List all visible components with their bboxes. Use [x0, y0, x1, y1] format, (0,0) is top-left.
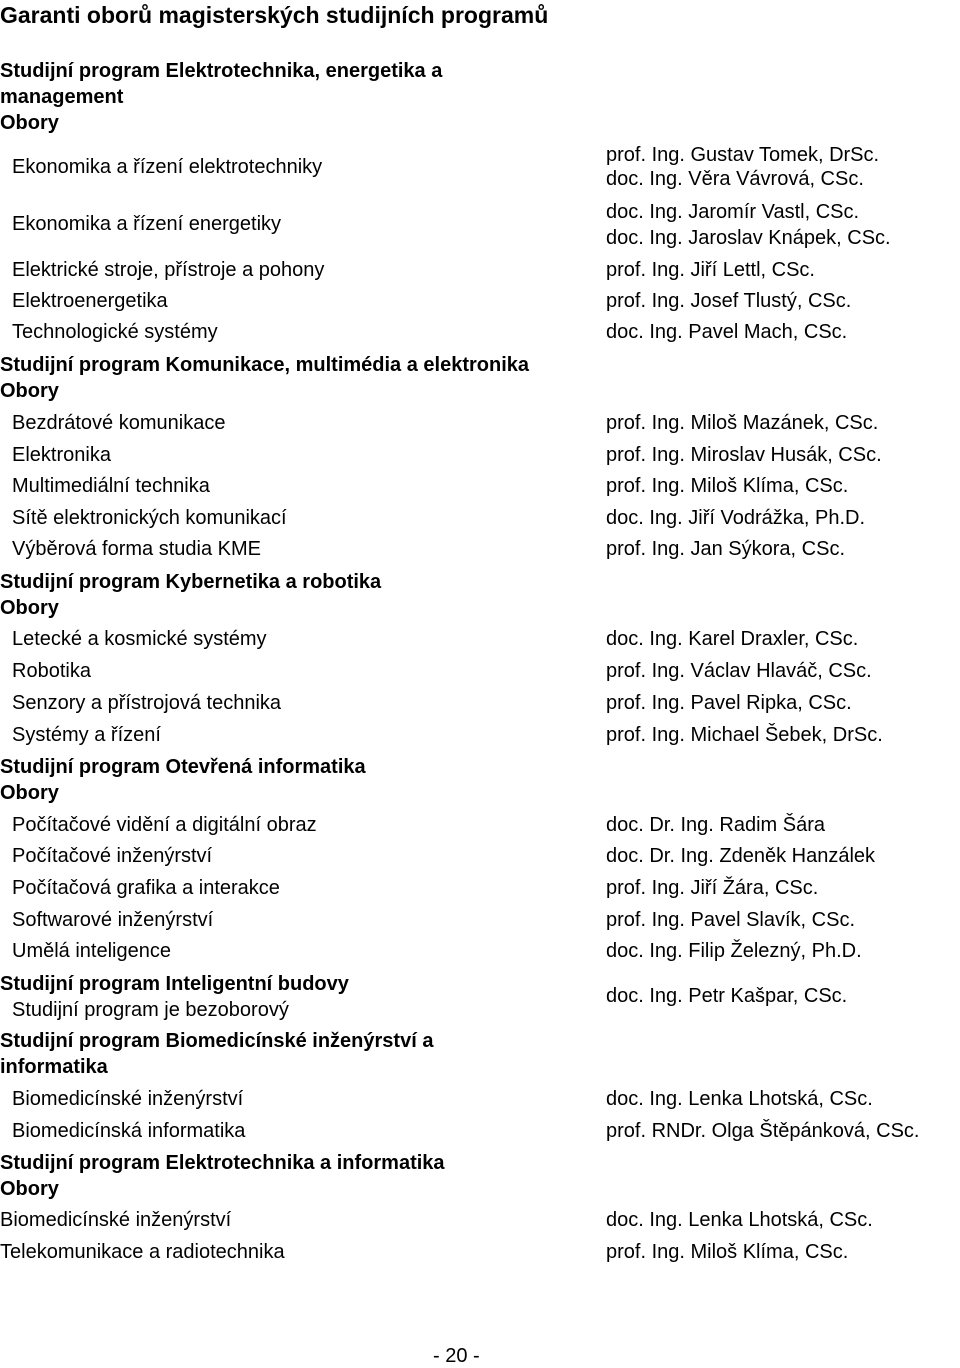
field-garant: doc. Ing. Jaromír Vastl, CSc. [606, 201, 860, 223]
field-garant: prof. Ing. Josef Tlustý, CSc. [606, 290, 852, 312]
field-garant: prof. Ing. Michael Šebek, DrSc. [606, 724, 883, 746]
field-name: Výběrová forma studia KME [12, 538, 261, 560]
field-garant: doc. Ing. Pavel Mach, CSc. [606, 321, 848, 343]
field-garant: doc. Ing. Lenka Lhotská, CSc. [606, 1088, 873, 1110]
field-name: Softwarové inženýrství [12, 909, 214, 931]
field-name: Biomedicínské inženýrství [12, 1088, 244, 1110]
field-garant: prof. Ing. Václav Hlaváč, CSc. [606, 660, 872, 682]
field-name: Systémy a řízení [12, 724, 161, 746]
obory-label: Obory [0, 1178, 59, 1200]
field-garant: prof. Ing. Pavel Slavík, CSc. [606, 909, 855, 931]
obory-label: Obory [0, 112, 59, 134]
field-name: Biomedicínská informatika [12, 1120, 246, 1142]
field-name: Elektronika [12, 444, 111, 466]
field-garant: doc. Dr. Ing. Zdeněk Hanzálek [606, 845, 876, 867]
field-name: Elektroenergetika [12, 290, 168, 312]
field-garant: prof. Ing. Miroslav Husák, CSc. [606, 444, 882, 466]
field-garant: prof. Ing. Gustav Tomek, DrSc. [606, 144, 880, 166]
field-garant: doc. Ing. Lenka Lhotská, CSc. [606, 1209, 873, 1231]
program-heading: Studijní program Elektrotechnika, energetika a [0, 60, 443, 82]
program-heading-cont: management [0, 86, 124, 108]
field-garant: prof. Ing. Jan Sýkora, CSc. [606, 538, 845, 560]
field-name: Ekonomika a řízení elektrotechniky [12, 156, 323, 178]
obory-label: Obory [0, 597, 59, 619]
field-garant: doc. Dr. Ing. Radim Šára [606, 814, 825, 836]
program-heading: Studijní program Kybernetika a robotika [0, 571, 382, 593]
field-name: Biomedicínské inženýrství [0, 1209, 232, 1231]
field-garant: doc. Ing. Věra Vávrová, CSc. [606, 168, 864, 190]
field-name: Ekonomika a řízení energetiky [12, 213, 282, 235]
field-name: Letecké a kosmické systémy [12, 628, 267, 650]
field-name: Sítě elektronických komunikací [12, 507, 287, 529]
field-name: Elektrické stroje, přístroje a pohony [12, 259, 325, 281]
field-garant: prof. Ing. Miloš Klíma, CSc. [606, 1241, 849, 1263]
field-garant: prof. Ing. Pavel Ripka, CSc. [606, 692, 852, 714]
page-title: Garanti oborů magisterských studijních programů [0, 2, 549, 28]
field-garant: prof. Ing. Miloš Klíma, CSc. [606, 475, 849, 497]
field-name: Technologické systémy [12, 321, 218, 343]
field-name: Telekomunikace a radiotechnika [0, 1241, 285, 1263]
program-heading: Studijní program Otevřená informatika [0, 756, 366, 778]
field-name: Počítačové inženýrství [12, 845, 213, 867]
program-note: Studijní program je bezoborový [12, 999, 289, 1021]
program-heading: Studijní program Inteligentní budovy [0, 973, 349, 995]
field-name: Počítačová grafika a interakce [12, 877, 280, 899]
program-garant: doc. Ing. Petr Kašpar, CSc. [606, 985, 848, 1007]
field-garant: prof. Ing. Miloš Mazánek, CSc. [606, 412, 879, 434]
program-heading: Studijní program Biomedicínské inženýrství a [0, 1030, 434, 1052]
field-garant: doc. Ing. Jaroslav Knápek, CSc. [606, 227, 891, 249]
field-name: Multimediální technika [12, 475, 210, 497]
field-name: Počítačové vidění a digitální obraz [12, 814, 317, 836]
field-name: Senzory a přístrojová technika [12, 692, 282, 714]
obory-label: Obory [0, 380, 59, 402]
program-heading: Studijní program Komunikace, multimédia a elektronika [0, 354, 530, 376]
field-name: Bezdrátové komunikace [12, 412, 226, 434]
field-name: Robotika [12, 660, 91, 682]
field-garant: prof. Ing. Jiří Žára, CSc. [606, 877, 819, 899]
field-name: Umělá inteligence [12, 940, 171, 962]
page-number: - 20 - [433, 1345, 480, 1367]
field-garant: doc. Ing. Karel Draxler, CSc. [606, 628, 859, 650]
obory-label: Obory [0, 782, 59, 804]
field-garant: prof. RNDr. Olga Štěpánková, CSc. [606, 1120, 920, 1142]
field-garant: prof. Ing. Jiří Lettl, CSc. [606, 259, 815, 281]
field-garant: doc. Ing. Filip Železný, Ph.D. [606, 940, 862, 962]
program-heading: Studijní program Elektrotechnika a informatika [0, 1152, 445, 1174]
program-heading-cont: informatika [0, 1056, 108, 1078]
field-garant: doc. Ing. Jiří Vodrážka, Ph.D. [606, 507, 866, 529]
